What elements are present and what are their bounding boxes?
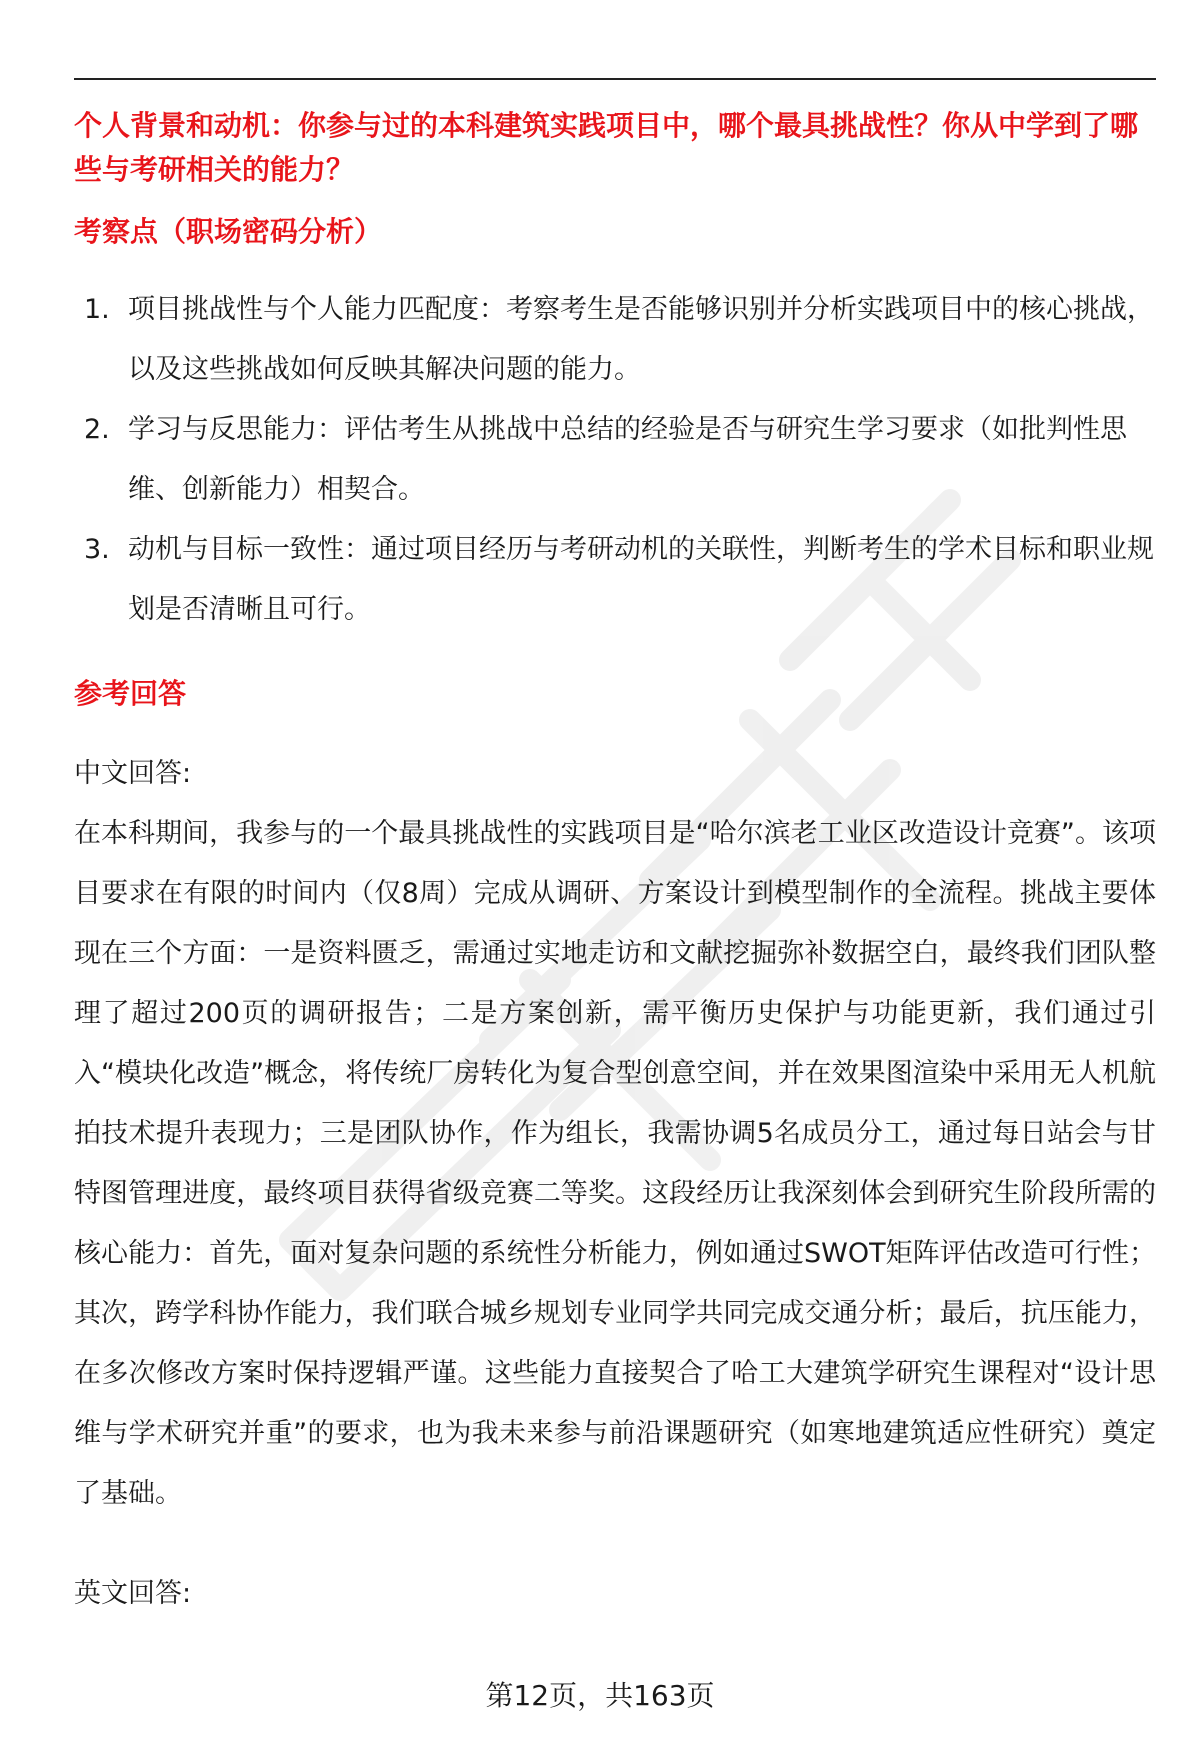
assessment-heading: 考察点（职场密码分析） <box>74 215 383 248</box>
list-item <box>74 400 1156 520</box>
chinese-answer-label: 中文回答: <box>74 758 192 789</box>
document-body <box>74 104 1156 1624</box>
list-item-number: 3. <box>84 534 110 565</box>
question-heading: 个人背景和动机：你参与过的本科建筑实践项目中，哪个最具挑战性？你从中学到了哪些与考研相关的能力？ <box>74 109 1139 186</box>
list-item-text: 项目挑战性与个人能力匹配度：考察考生是否能够识别并分析实践项目中的核心挑战，以及这些挑战如何反映其解决问题的能力。 <box>128 294 1154 385</box>
page-number: 第12页，共163页 <box>485 1679 715 1712</box>
list-item <box>74 280 1156 400</box>
assessment-list <box>74 280 1156 640</box>
chinese-answer-text: 在本科期间，我参与的一个最具挑战性的实践项目是“哈尔滨老工业区改造设计竞赛”。该项目要求在有限的时间内（仅8周）完成从调研、方案设计到模型制作的全流程。挑战主要体现在三个方面：一是资料匮乏，需通过实地走访和文献挖掘弥补数据空白，最终我们团队整理了超过200页的调研报告；二是方案创新，需平衡历史保护与功能更新，我们通过引入“模块化改造”概念，将传统厂房转化为复合型创意空间，并在效果图渲染中采用无人机航拍技术提升表现力；三是团队协作，作为组长，我需协调5名成员分工，通过每日站会与甘特图管理进度，最终项目获得省级竞赛二等奖。这段经历让我深刻体会到研究生阶段所需的核心能力：首先，面对复杂问题的系统性分析能力，例如通过SWOT矩阵评估改造可行性；其次，跨学科协作能力，我们联合城乡规划专业同学共同完成交通分析；最后，抗压能力，在多次修改方案时保持逻辑严谨。这些能力直接契合了哈工大建筑学研究生课程对“设计思维与学术研究并重”的要求，也为我未来参与前沿课题研究（如寒地建筑适应性研究）奠定了基础。 <box>74 818 1156 1509</box>
list-item-number: 1. <box>84 294 110 325</box>
list-item-text: 学习与反思能力：评估考生从挑战中总结的经验是否与研究生学习要求（如批判性思维、创新能力）相契合。 <box>128 414 1127 505</box>
answer-heading: 参考回答 <box>74 677 187 710</box>
english-answer-label: 英文回答: <box>74 1578 192 1609</box>
list-item <box>74 520 1156 640</box>
list-item-text: 动机与目标一致性：通过项目经历与考研动机的关联性，判断考生的学术目标和职业规划是否清晰且可行。 <box>128 534 1154 625</box>
list-item-number: 2. <box>84 414 110 445</box>
top-divider <box>74 78 1156 80</box>
